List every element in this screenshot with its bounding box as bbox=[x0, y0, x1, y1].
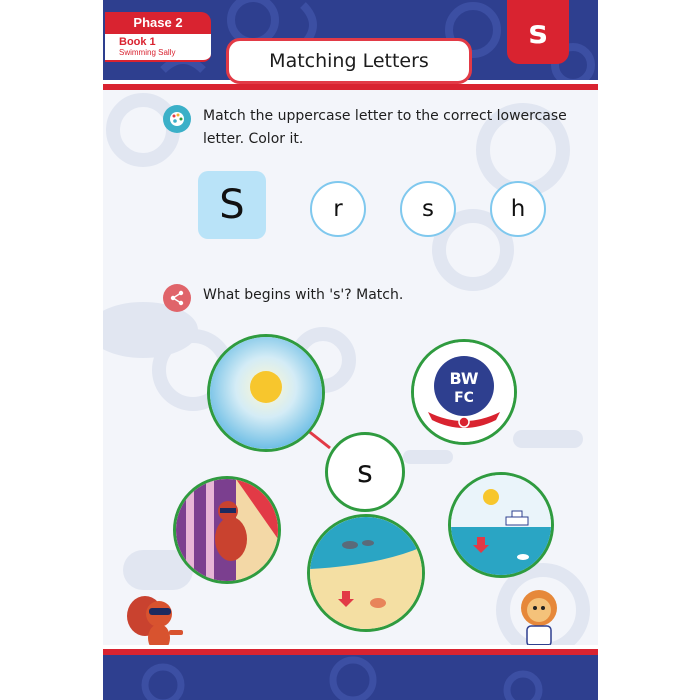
instruction-1-line1: Match the uppercase letter to the correct lowercase bbox=[203, 108, 567, 124]
phase-label: Phase 2 bbox=[105, 12, 211, 34]
palette-icon bbox=[163, 105, 191, 133]
book-subtitle: Swimming Sally bbox=[119, 48, 176, 57]
center-letter[interactable]: s bbox=[325, 432, 405, 512]
svg-text:FC: FC bbox=[454, 390, 474, 406]
picture-sunbathing[interactable] bbox=[173, 476, 281, 584]
instruction-2 bbox=[163, 284, 403, 312]
picture-sun[interactable] bbox=[207, 334, 325, 452]
instruction-1-line2: letter. Color it. bbox=[203, 131, 304, 147]
instruction-1 bbox=[163, 105, 567, 151]
lowercase-option-h[interactable]: h bbox=[490, 181, 546, 237]
share-icon bbox=[163, 284, 191, 312]
lowercase-option-s[interactable]: s bbox=[400, 181, 456, 237]
footer-band bbox=[103, 655, 598, 700]
svg-text:BW: BW bbox=[449, 369, 479, 388]
book-label: Book 1 bbox=[119, 36, 156, 48]
header-stripe-red bbox=[103, 84, 598, 90]
letter-tab: s bbox=[507, 0, 569, 64]
title-box bbox=[226, 38, 472, 84]
picture-sea[interactable] bbox=[448, 472, 554, 578]
worksheet-page bbox=[103, 0, 598, 700]
uppercase-letter[interactable]: S bbox=[198, 171, 266, 239]
picture-beach[interactable] bbox=[307, 514, 425, 632]
book-info bbox=[105, 34, 211, 62]
footer-pattern bbox=[103, 655, 598, 700]
page-title: Matching Letters bbox=[269, 50, 429, 72]
picture-crest[interactable] bbox=[411, 339, 517, 445]
instruction-2-text: What begins with 's'? Match. bbox=[203, 287, 404, 303]
phase-badge bbox=[105, 12, 211, 60]
lowercase-option-r[interactable]: r bbox=[310, 181, 366, 237]
